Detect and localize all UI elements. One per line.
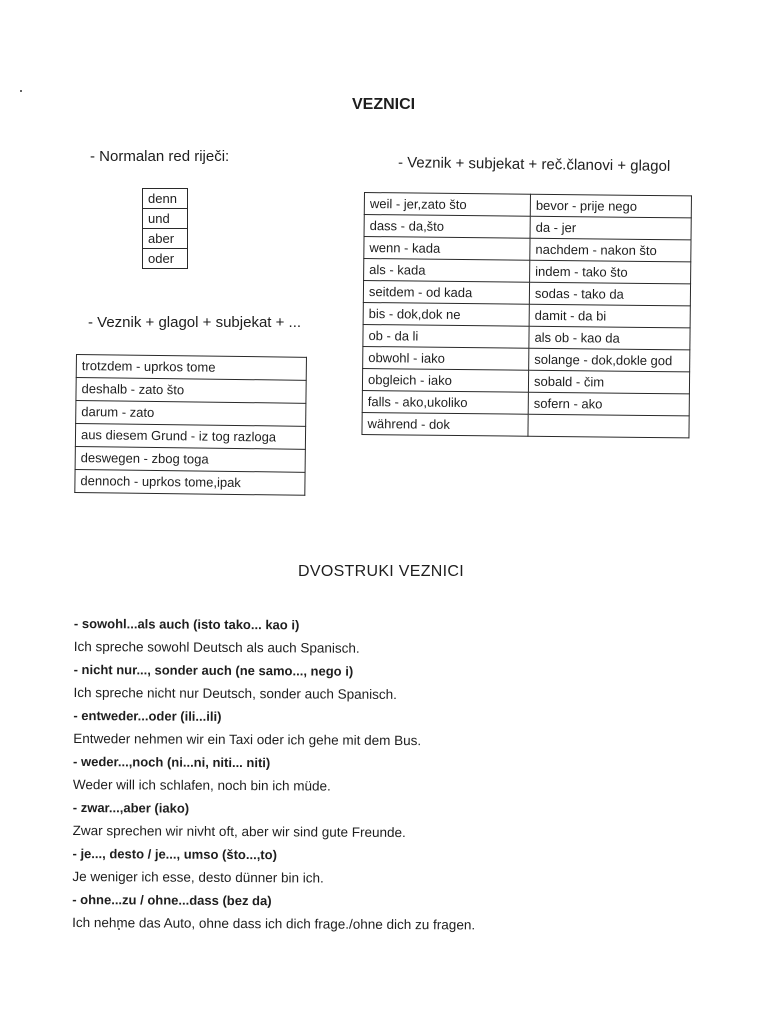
table-cell: falls - ako,ukoliko (362, 390, 528, 414)
subject-clause-heading: - Veznik + subjekat + reč.članovi + glagol (397, 154, 671, 175)
double-conjunction-list (72, 612, 714, 938)
table-cell: sofern - ako (528, 392, 689, 416)
example-sentence: Ich spreche nicht nur Deutsch, sonder auch Spanisch. (73, 684, 397, 702)
table-cell: sobald - čim (528, 370, 689, 394)
table-cell: denn (143, 189, 188, 209)
table-row (75, 469, 305, 495)
example-sentence: Ich nehme das Auto, ohne dass ich dich frage./ohne dich zu fragen. (72, 914, 476, 933)
normal-order-heading: - Normalan red riječi: (90, 148, 230, 165)
table-cell: und (143, 209, 188, 229)
table-cell: als ob - kao da (529, 326, 690, 350)
table-cell: dass - da,što (364, 215, 530, 239)
normal-order-table (142, 188, 188, 269)
table-cell: oder (143, 249, 188, 269)
table-cell: seitdem - od kada (363, 281, 529, 305)
conjunction-rule: - entweder...oder (ili...ili) (73, 707, 222, 724)
table-cell: während - dok (362, 412, 528, 436)
table-cell: weil - jer,zato što (364, 193, 530, 217)
table-cell: obgleich - iako (362, 368, 528, 392)
table-cell: trotzdem - uprkos tome (76, 355, 306, 381)
example-sentence: Zwar sprechen wir nivht oft, aber wir sind gute Freunde. (72, 822, 406, 841)
table-cell (528, 414, 689, 438)
table-cell: indem - tako što (530, 260, 691, 284)
table-row (76, 378, 306, 404)
table-row (362, 412, 689, 437)
table-cell: damit - da bi (529, 304, 690, 328)
example-sentence: Weder will ich schlafen, noch bin ich müde. (72, 776, 331, 794)
table-row (75, 446, 305, 472)
page-title: VEZNICI (352, 96, 416, 113)
verb-first-table (74, 354, 307, 496)
table-cell: sodas - tako da (529, 282, 690, 306)
table-cell: als - kada (364, 259, 530, 283)
scan-speck (20, 90, 22, 92)
example-sentence: Je weniger ich esse, desto dünner bin ich. (72, 868, 324, 886)
double-section-title: DVOSTRUKI VEZNICI (298, 563, 465, 580)
table-cell: bevor - prije nego (530, 194, 691, 218)
table-cell: ob - da li (363, 324, 529, 348)
example-sentence: Entweder nehmen wir ein Taxi oder ich gehe mit dem Bus. (73, 730, 422, 749)
conjunction-rule: - sowohl...als auch (isto tako... kao i) (73, 615, 300, 633)
example-sentence: Ich spreche sowohl Deutsch als auch Spanisch. (73, 638, 360, 656)
table-cell: solange - dok,dokle god (529, 348, 690, 372)
verb-first-heading: - Veznik + glagol + subjekat + ... (88, 314, 302, 331)
table-cell: darum - zato (76, 401, 306, 427)
conjunction-rule: - nicht nur..., sonder auch (ne samo..., nego i) (73, 661, 354, 679)
table-row (75, 424, 305, 450)
table-row (76, 355, 306, 381)
table-row (76, 401, 306, 427)
table-cell: da - jer (530, 216, 691, 240)
table-cell: aber (143, 229, 188, 249)
table-cell: nachdem - nakon što (530, 238, 691, 262)
conjunction-rule: - je..., desto / je..., umso (što...,to) (72, 845, 277, 863)
table-cell: deswegen - zbog toga (75, 446, 305, 472)
conjunction-rule: - weder...,noch (ni...ni, niti... niti) (73, 753, 271, 771)
table-cell: aus diesem Grund - iz tog razloga (75, 424, 305, 450)
table-cell: bis - dok,dok ne (363, 302, 529, 326)
table-cell: wenn - kada (364, 237, 530, 261)
conjunction-rule: - zwar...,aber (iako) (72, 799, 190, 816)
subject-clause-table (361, 192, 692, 438)
table-cell: dennoch - uprkos tome,ipak (75, 469, 305, 495)
table-cell: deshalb - zato što (76, 378, 306, 404)
table-cell: obwohl - iako (363, 346, 529, 370)
conjunction-rule: - ohne...zu / ohne...dass (bez da) (72, 891, 272, 909)
